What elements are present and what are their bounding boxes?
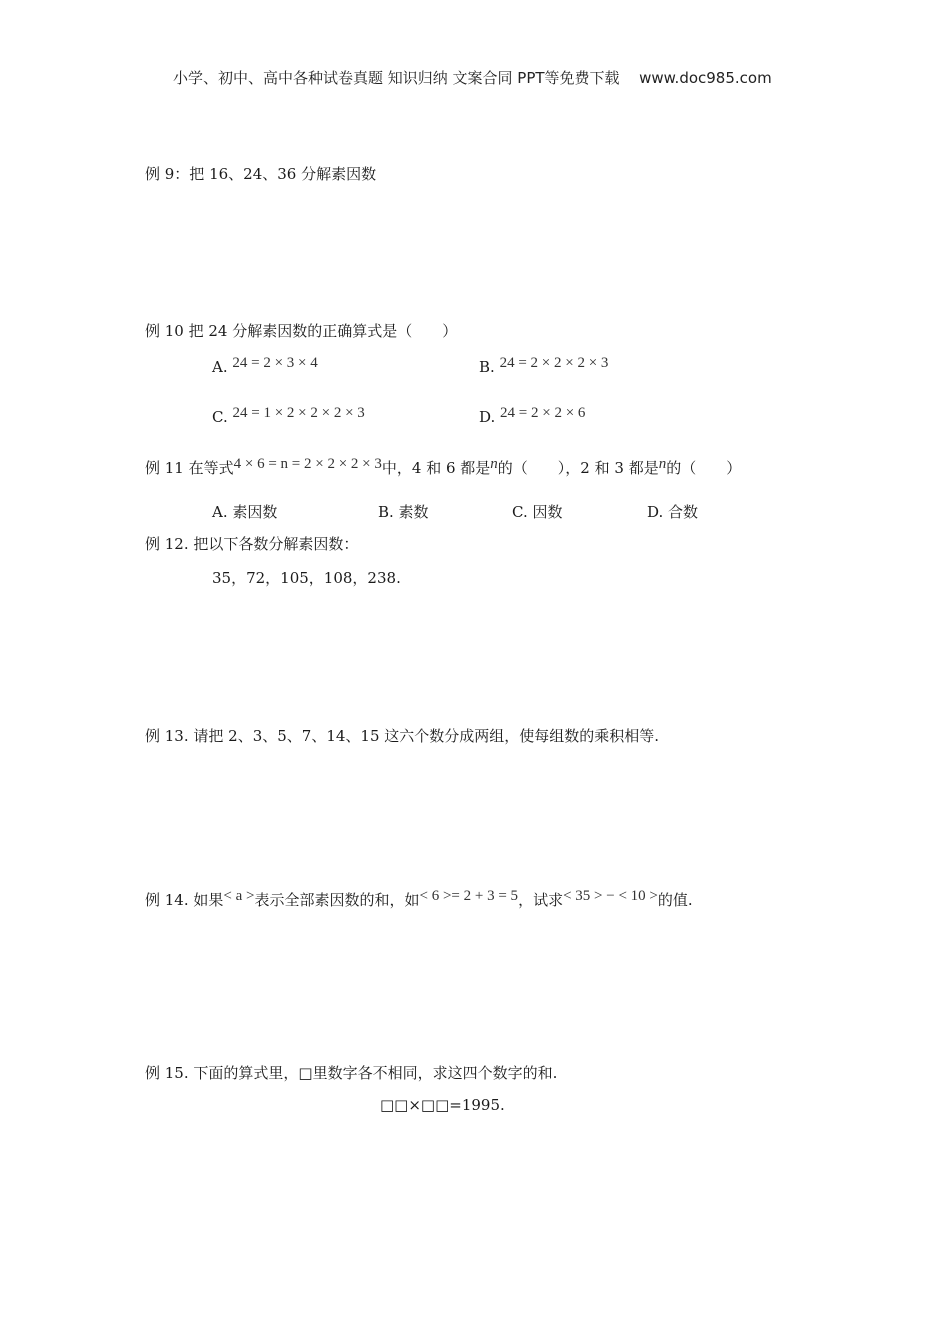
stem-prefix: 例 11 在等式 (145, 459, 234, 477)
stem-prefix: 例 14. 如果 (145, 891, 224, 909)
example-11-option-c: C. 因数 (512, 503, 563, 521)
stem-mid1: 中，4 和 6 都是 (381, 459, 491, 477)
option-expr: 24 = 1 × 2 × 2 × 2 × 3 (232, 405, 365, 421)
example-13: 例 13. 请把 2、3、5、7、14、15 这六个数分成两组，使每组数的乘积相等. (145, 727, 660, 745)
example-9: 例 9：把 16、24、36 分解素因数 (145, 165, 377, 183)
example-11-option-d: D. 合数 (647, 503, 699, 521)
example-15-equation: □□×□□=1995. (380, 1096, 505, 1114)
example-10-option-b (479, 355, 609, 377)
option-label: A. (212, 358, 228, 376)
option-label: D. (479, 408, 496, 426)
example-15-stem: 例 15. 下面的算式里，□里数字各不相同，求这四个数字的和. (145, 1064, 558, 1082)
example-10-option-c (212, 405, 365, 427)
option-expr: 24 = 2 × 2 × 6 (500, 405, 586, 421)
stem-mid2: ，试求 (518, 891, 564, 909)
example-12-stem: 例 12. 把以下各数分解素因数： (145, 535, 359, 553)
option-expr: 24 = 2 × 2 × 2 × 3 (499, 355, 609, 371)
option-expr: 24 = 2 × 3 × 4 (232, 355, 318, 371)
stem-mid1: 表示全部素因数的和，如 (254, 891, 420, 909)
example-10-option-d (479, 405, 586, 427)
example-10-option-a (212, 355, 318, 377)
example-expr: < 6 >= 2 + 3 = 5 (419, 888, 519, 904)
stem-suffix: 的值. (657, 891, 693, 909)
example-12-numbers: 35，72，105，108，238. (212, 569, 401, 587)
option-label: C. (212, 408, 228, 426)
var-n: n (490, 456, 498, 472)
option-label: B. (479, 358, 495, 376)
definition-expr: < a > (223, 888, 255, 904)
header-text: 小学、初中、高中各种试卷真题 知识归纳 文案合同 PPT等免费下载 (173, 69, 620, 87)
query-expr: < 35 > − < 10 > (563, 888, 658, 904)
example-10-stem: 例 10 把 24 分解素因数的正确算式是（ ） (145, 322, 458, 340)
example-11-stem (145, 457, 741, 478)
header-url[interactable]: www.doc985.com (639, 69, 772, 87)
page-header (173, 67, 772, 88)
stem-mid2: 的（ ），2 和 3 都是 (497, 459, 659, 477)
equation-expr: 4 × 6 = n = 2 × 2 × 2 × 3 (233, 456, 382, 472)
example-11-option-a: A. 素因数 (212, 503, 278, 521)
example-14 (145, 889, 693, 910)
example-11-option-b: B. 素数 (378, 503, 429, 521)
stem-mid3: 的（ ） (666, 459, 742, 477)
var-n: n (658, 456, 667, 472)
